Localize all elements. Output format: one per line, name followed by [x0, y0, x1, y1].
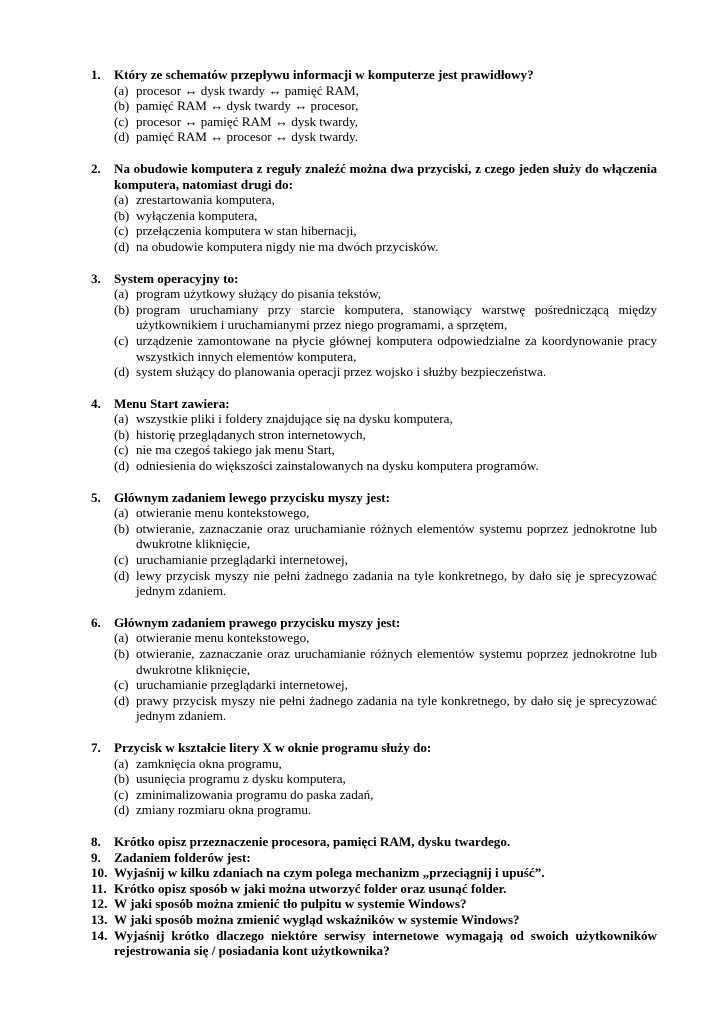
question-number: 7. [91, 739, 101, 755]
question-text: Przycisk w kształcie litery X w oknie programu służy do: [114, 739, 432, 755]
answer-option [114, 411, 657, 427]
option-text: usunięcia programu z dysku komputera, [136, 771, 346, 787]
option-label: (d) [114, 692, 130, 708]
question-number: 10. [91, 865, 108, 881]
option-text: procesor ↔ pamięć RAM ↔ dysk twardy, [136, 113, 359, 129]
option-text: pamięć RAM ↔ procesor ↔ dysk twardy. [136, 129, 359, 145]
option-label: (c) [114, 113, 129, 129]
answer-option [114, 568, 657, 599]
answer-option [114, 802, 657, 818]
option-text: system służący do planowania operacji przez wojsko i służby bezpieczeństwa. [136, 364, 547, 380]
option-label: (c) [114, 677, 129, 693]
option-text: program użytkowy służący do pisania tekstów, [136, 286, 381, 302]
option-label: (d) [114, 364, 130, 380]
answer-option [114, 302, 657, 333]
option-text: wszystkie pliki i foldery znajdujące się na dysku komputera, [136, 411, 453, 427]
answer-options [114, 192, 657, 254]
question-text: Na obudowie komputera z reguły znaleźć można dwa przyciski, z czego jeden służy do włączenia komputera, natomiast drugi do: [114, 160, 657, 192]
answer-option [114, 98, 657, 114]
option-label: (b) [114, 646, 130, 661]
question-number: 1. [91, 67, 101, 82]
question-text: Wyjaśnij krótko dlaczego niektóre serwisy internetowe wymagają od swoich użytkowników rejestrowania się / posiadania kont użytkownika? [114, 927, 657, 959]
option-text: zamknięcia okna programu, [136, 755, 282, 771]
answer-options [114, 83, 657, 145]
question-5 [91, 490, 657, 599]
question-number: 14. [91, 927, 108, 943]
option-text: odniesienia do większości zainstalowanych na dysku komputera programów. [136, 458, 539, 474]
answer-option [114, 677, 657, 693]
answer-option [114, 521, 657, 552]
question-7 [91, 740, 657, 818]
question-text: System operacyjny to: [114, 270, 239, 286]
answer-option [114, 239, 657, 255]
option-label: (c) [114, 332, 129, 348]
option-label: (a) [114, 411, 129, 427]
question-3 [91, 271, 657, 380]
question-2 [91, 161, 657, 255]
option-text: program uruchamiany przy starcie komputera, stanowiący warstwę pośredniczącą między użytkownikiem i uruchamianymi przez niego programami, a sprzętem, [136, 301, 657, 333]
question-text: Menu Start zawiera: [114, 395, 230, 411]
option-label: (a) [114, 192, 129, 208]
question-13 [91, 912, 657, 928]
answer-option [114, 223, 657, 239]
answer-option [114, 693, 657, 724]
option-text: nie ma czegoś takiego jak menu Start, [136, 442, 335, 458]
question-text: W jaki sposób można zmienić wygląd wskaźników w systemie Windows? [114, 911, 520, 927]
answer-option [114, 364, 657, 380]
option-label: (d) [114, 802, 130, 818]
answer-option [114, 458, 657, 474]
option-label: (b) [114, 98, 130, 114]
option-text: otwieranie, zaznaczanie oraz uruchamianie różnych elementów systemu poprzez jednokrotne lub dwukrotne kliknięcie, [136, 520, 657, 552]
question-8 [91, 834, 657, 850]
question-text: Który ze schematów przepływu informacji w komputerze jest prawidłowy? [114, 67, 534, 82]
answer-option [114, 646, 657, 677]
question-10 [91, 865, 657, 881]
option-text: prawy przycisk myszy nie pełni żadnego zadania na tyle konkretnego, by dało się je sprecyzować jednym zdaniem. [136, 692, 657, 724]
option-label: (a) [114, 505, 129, 521]
question-1 [91, 67, 657, 145]
answer-option [114, 129, 657, 145]
question-12 [91, 896, 657, 912]
option-text: otwieranie, zaznaczanie oraz uruchamianie różnych elementów systemu poprzez jednokrotne lub dwukrotne kliknięcie, [136, 646, 657, 677]
answer-option [114, 333, 657, 364]
question-9 [91, 850, 657, 866]
question-list [91, 67, 657, 975]
option-text: uruchamianie przeglądarki internetowej, [136, 677, 348, 693]
question-11 [91, 881, 657, 897]
option-label: (a) [114, 630, 129, 646]
answer-options [114, 630, 657, 724]
question-4 [91, 396, 657, 474]
answer-option [114, 286, 657, 302]
option-label: (b) [114, 426, 130, 442]
answer-option [114, 552, 657, 568]
answer-option [114, 787, 657, 803]
answer-option [114, 114, 657, 130]
answer-option [114, 83, 657, 99]
question-text: Krótko opisz sposób w jaki można utworzyć folder oraz usunąć folder. [114, 880, 507, 896]
option-text: pamięć RAM ↔ dysk twardy ↔ procesor, [136, 98, 359, 114]
option-label: (b) [114, 520, 130, 536]
option-label: (a) [114, 755, 129, 771]
question-number: 6. [91, 614, 101, 630]
question-text: Wyjaśnij w kilku zdaniach na czym polega mechanizm „przeciągnij i upuść”. [114, 865, 545, 881]
answer-options [114, 286, 657, 380]
answer-option [114, 771, 657, 787]
question-text: W jaki sposób można zmienić tło pulpitu w systemie Windows? [114, 896, 467, 912]
option-label: (b) [114, 301, 130, 317]
answer-options [114, 756, 657, 818]
question-14 [91, 928, 657, 959]
option-text: otwieranie menu kontekstowego, [136, 630, 310, 646]
option-label: (c) [114, 552, 129, 568]
question-text: Krótko opisz przeznaczenie procesora, pamięci RAM, dysku twardego. [114, 833, 511, 849]
option-text: zminimalizowania programu do paska zadań, [136, 786, 374, 802]
option-label: (d) [114, 567, 130, 583]
question-number: 4. [91, 395, 101, 411]
question-text: Zadaniem folderów jest: [114, 849, 251, 865]
option-text: zmiany rozmiaru okna programu. [136, 802, 312, 818]
option-text: procesor ↔ dysk twardy ↔ pamięć RAM, [136, 82, 359, 98]
option-text: przełączenia komputera w stan hibernacji, [136, 223, 357, 239]
option-label: (d) [114, 238, 130, 254]
answer-option [114, 427, 657, 443]
answer-options [114, 411, 657, 473]
answer-option [114, 505, 657, 521]
option-text: wyłączenia komputera, [136, 207, 258, 223]
question-text: Głównym zadaniem lewego przycisku myszy jest: [114, 489, 391, 505]
question-number: 3. [91, 270, 101, 286]
option-label: (b) [114, 771, 130, 787]
question-number: 5. [91, 489, 101, 505]
question-number: 2. [91, 160, 101, 176]
option-label: (b) [114, 207, 130, 223]
option-label: (c) [114, 223, 129, 239]
option-label: (a) [114, 82, 129, 98]
question-6 [91, 615, 657, 724]
option-text: uruchamianie przeglądarki internetowej, [136, 552, 348, 568]
option-label: (d) [114, 129, 130, 145]
question-text: Głównym zadaniem prawego przycisku myszy jest: [114, 614, 401, 630]
option-label: (c) [114, 786, 129, 802]
answer-options [114, 505, 657, 599]
option-text: urządzenie zamontowane na płycie głównej komputera odpowiedzialne za koordynowanie pracy wszystkich innych elementów komputera, [136, 332, 657, 364]
option-label: (a) [114, 286, 129, 302]
answer-option [114, 442, 657, 458]
option-text: zrestartowania komputera, [136, 192, 275, 208]
answer-option [114, 630, 657, 646]
question-number: 13. [91, 911, 108, 927]
option-text: na obudowie komputera nigdy nie ma dwóch przycisków. [136, 238, 439, 254]
question-number: 12. [91, 896, 108, 912]
option-text: otwieranie menu kontekstowego, [136, 505, 310, 521]
option-text: historię przeglądanych stron internetowych, [136, 426, 366, 442]
question-number: 11. [91, 880, 107, 896]
question-number: 8. [91, 833, 101, 849]
option-label: (c) [114, 442, 129, 458]
option-label: (d) [114, 458, 130, 474]
answer-option [114, 208, 657, 224]
question-number: 9. [91, 849, 101, 865]
answer-option [114, 756, 657, 772]
answer-option [114, 192, 657, 208]
option-text: lewy przycisk myszy nie pełni żadnego zadania na tyle konkretnego, by dało się je sprecyzować jednym zdaniem. [136, 567, 657, 599]
